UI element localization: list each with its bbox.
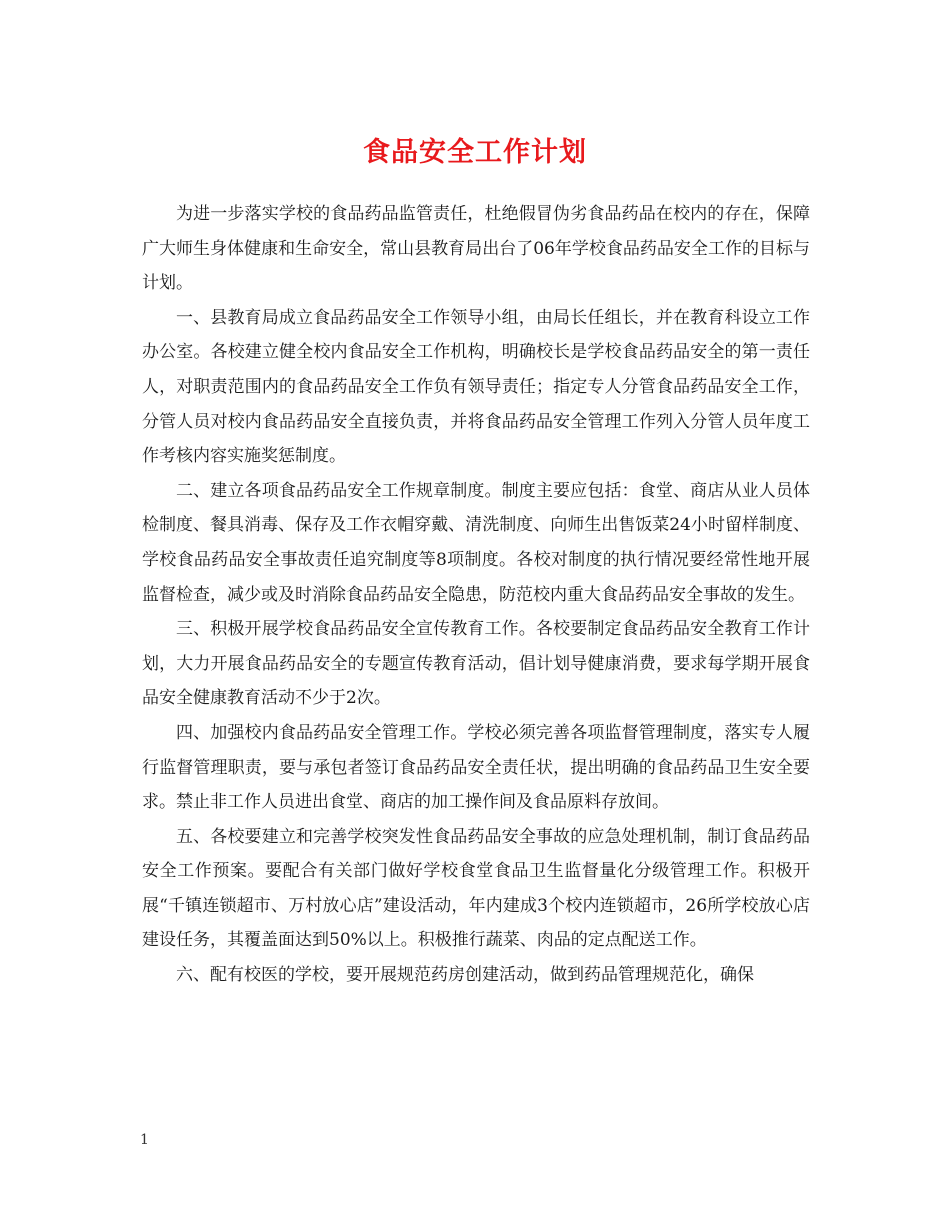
paragraph-item-3: 三、积极开展学校食品药品安全宣传教育工作。各校要制定食品药品安全教育工作计划，大力开展食品药品安全的专题宣传教育活动，倡计划导健康消费，要求每学期开展食品安全健康教育活动不少于2次。 (142, 619, 810, 709)
paragraph-item-6: 六、配有校医的学校，要开展规范药房创建活动，做到药品管理规范化，确保 (176, 965, 754, 986)
paragraph-item-5: 五、各校要建立和完善学校突发性食品药品安全事故的应急处理机制，制订食品药品安全工作预案。要配合有关部门做好学校食堂食品卫生监督量化分级管理工作。积极开展“千镇连锁超市、万村放心店”建设活动，年内建成3个校内连锁超市，26所学校放心店建设任务，其覆盖面达到50%以上。积极推行蔬菜、肉品的定点配送工作。 (142, 826, 810, 951)
paragraph-item-2: 二、建立各项食品药品安全工作规章制度。制度主要应包括：食堂、商店从业人员体检制度、餐具消毒、保存及工作衣帽穿戴、清洗制度、向师生出售饭菜24小时留样制度、学校食品药品安全事故责任追究制度等8项制度。各校对制度的执行情况要经常性地开展监督检查，减少或及时消除食品药品安全隐患，防范校内重大食品药品安全事故的发生。 (142, 480, 810, 605)
paragraph-item-4: 四、加强校内食品药品安全管理工作。学校必须完善各项监督管理制度，落实专人履行监督管理职责，要与承包者签订食品药品安全责任状，提出明确的食品药品卫生安全要求。禁止非工作人员进出食堂、商店的加工操作间及食品原料存放间。 (142, 722, 810, 813)
paragraph-item-1: 一、县教育局成立食品药品安全工作领导小组，由局长任组长，并在教育科设立工作办公室。各校建立健全校内食品安全工作机构，明确校长是学校食品药品安全的第一责任人，对职责范围内的食品药品安全工作负有领导责任；指定专人分管食品药品安全工作，分管人员对校内食品药品安全直接负责，并将食品药品安全管理工作列入分管人员年度工作考核内容实施奖惩制度。 (142, 307, 810, 467)
page-number: 1 (140, 1132, 149, 1148)
document-body (142, 197, 810, 993)
document-title: 食品安全工作计划 (363, 137, 587, 168)
paragraph-intro: 为进一步落实学校的食品药品监管责任，杜绝假冒伪劣食品药品在校内的存在，保障广大师生身体健康和生命安全，常山县教育局出台了06年学校食品药品安全工作的目标与计划。 (142, 204, 810, 294)
